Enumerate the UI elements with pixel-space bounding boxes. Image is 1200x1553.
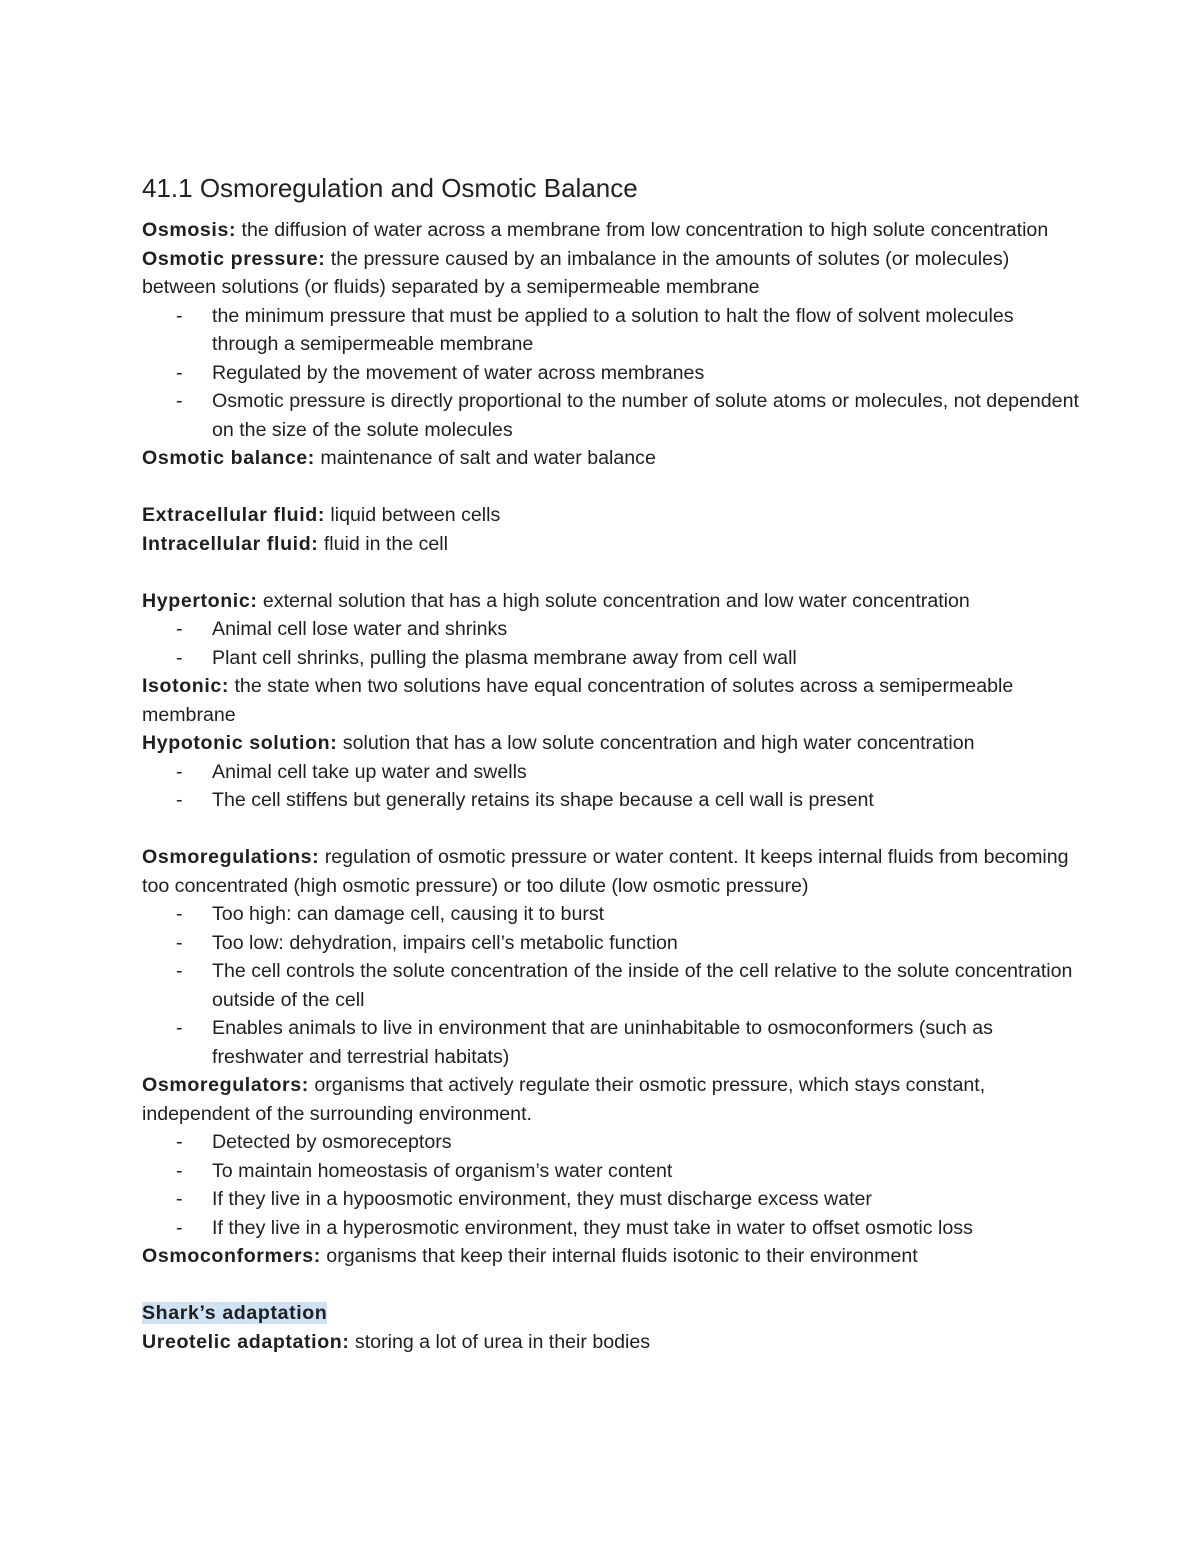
term: Hypertonic: (142, 589, 258, 612)
bullet-list (142, 758, 1082, 815)
bullet-dash: - (176, 1017, 183, 1039)
definition-osmoregulators (142, 1071, 1082, 1128)
bullet-dash: - (176, 789, 183, 811)
list-item: - Too high: can damage cell, causing it to burst (142, 900, 1082, 929)
list-item: - If they live in a hypoosmotic environment, they must discharge excess water (142, 1185, 1082, 1214)
term: Osmoconformers: (142, 1245, 321, 1267)
definition-osmosis (142, 216, 1082, 245)
definition-hypotonic-solution (142, 729, 1082, 758)
definition-text: maintenance of salt and water balance (314, 447, 656, 469)
bullet-dash: - (176, 931, 183, 954)
list-item: - Regulated by the movement of water across membranes (142, 359, 1082, 388)
term: Osmoregulators: (142, 1074, 309, 1096)
definition-text: regulation of osmotic pressure or water content. It keeps internal fluids from becoming too concentrated (high osmotic pressure) or too dilute (low osmotic pressure) (142, 846, 1069, 897)
blank-line (142, 815, 1082, 844)
bullet-dash: - (176, 390, 183, 412)
list-item: - If they live in a hyperosmotic environment, they must take in water to offset osmotic loss (142, 1214, 1082, 1243)
bullet-dash: - (176, 304, 183, 327)
definition-intracellular-fluid (142, 530, 1082, 559)
list-item: - Animal cell lose water and shrinks (142, 615, 1082, 644)
definition-text: the state when two solutions have equal concentration of solutes across a semipermeable membrane (142, 675, 1014, 726)
bullet-list (142, 1128, 1082, 1242)
definition-text: the pressure caused by an imbalance in the amounts of solutes (or molecules) between solutions (or fluids) separated by a semipermeable membrane (142, 247, 1010, 298)
section-heading (142, 1299, 1082, 1328)
bullet-dash: - (176, 1131, 183, 1153)
highlighted-heading: Shark’s adaptation (142, 1302, 328, 1324)
list-item: - Too low: dehydration, impairs cell’s metabolic function (142, 929, 1082, 958)
definition-osmotic-balance (142, 444, 1082, 473)
list-item: - Osmotic pressure is directly proportional to the number of solute atoms or molecules, not dependent on the size of the solute molecules (142, 387, 1082, 444)
bullet-dash: - (176, 760, 183, 783)
definition-text: liquid between cells (324, 504, 501, 526)
list-item: - The cell stiffens but generally retains its shape because a cell wall is present (142, 786, 1082, 815)
definition-text: external solution that has a high solute concentration and low water concentration (257, 589, 970, 612)
term: Osmotic balance: (142, 447, 315, 469)
term: Osmoregulations: (142, 846, 320, 868)
bullet-dash: - (176, 1216, 183, 1239)
definition-text: fluid in the cell (318, 532, 449, 555)
blank-line (142, 473, 1082, 502)
list-item: - To maintain homeostasis of organism’s water content (142, 1157, 1082, 1186)
bullet-dash: - (176, 903, 183, 925)
list-item: - Detected by osmoreceptors (142, 1128, 1082, 1157)
term: Hypotonic solution: (142, 732, 338, 754)
bullet-list (142, 615, 1082, 672)
definition-text: organisms that keep their internal fluids isotonic to their environment (320, 1245, 918, 1267)
blank-line (142, 558, 1082, 587)
definition-text: storing a lot of urea in their bodies (349, 1330, 651, 1353)
list-item: - Plant cell shrinks, pulling the plasma membrane away from cell wall (142, 644, 1082, 673)
definition-osmoconformers (142, 1242, 1082, 1271)
term: Intracellular fluid: (142, 532, 319, 555)
list-item: - The cell controls the solute concentration of the inside of the cell relative to the solute concentration outside of the cell (142, 957, 1082, 1014)
bullet-dash: - (176, 1159, 183, 1182)
term: Osmosis: (142, 219, 237, 241)
bullet-dash: - (176, 960, 183, 982)
bullet-dash: - (176, 618, 183, 640)
definition-osmoregulations (142, 843, 1082, 900)
term: Isotonic: (142, 675, 230, 697)
list-item: - Enables animals to live in environment that are uninhabitable to osmoconformers (such as freshwater and terrestrial habitats) (142, 1014, 1082, 1071)
definition-ureotelic-adaptation (142, 1328, 1082, 1357)
bullet-list (142, 900, 1082, 1071)
blank-line (142, 1271, 1082, 1300)
bullet-dash: - (176, 646, 183, 669)
term: Extracellular fluid: (142, 504, 325, 526)
term: Ureotelic adaptation: (142, 1330, 350, 1353)
definition-text: solution that has a low solute concentration and high water concentration (337, 732, 975, 754)
bullet-dash: - (176, 1188, 183, 1210)
definition-text: organisms that actively regulate their osmotic pressure, which stays constant, independent of the surrounding environment. (142, 1074, 986, 1125)
definition-text: the diffusion of water across a membrane from low concentration to high solute concentration (236, 219, 1049, 241)
definition-hypertonic (142, 587, 1082, 616)
definition-extracellular-fluid (142, 501, 1082, 530)
bullet-dash: - (176, 361, 183, 384)
definition-isotonic (142, 672, 1082, 729)
definition-osmotic-pressure (142, 245, 1082, 302)
bullet-list (142, 302, 1082, 445)
list-item: - Animal cell take up water and swells (142, 758, 1082, 787)
page-title: 41.1 Osmoregulation and Osmotic Balance (142, 173, 638, 203)
document-page (142, 170, 1082, 1356)
term: Osmotic pressure: (142, 247, 326, 270)
list-item: - the minimum pressure that must be applied to a solution to halt the flow of solvent molecules through a semipermeable membrane (142, 302, 1082, 359)
